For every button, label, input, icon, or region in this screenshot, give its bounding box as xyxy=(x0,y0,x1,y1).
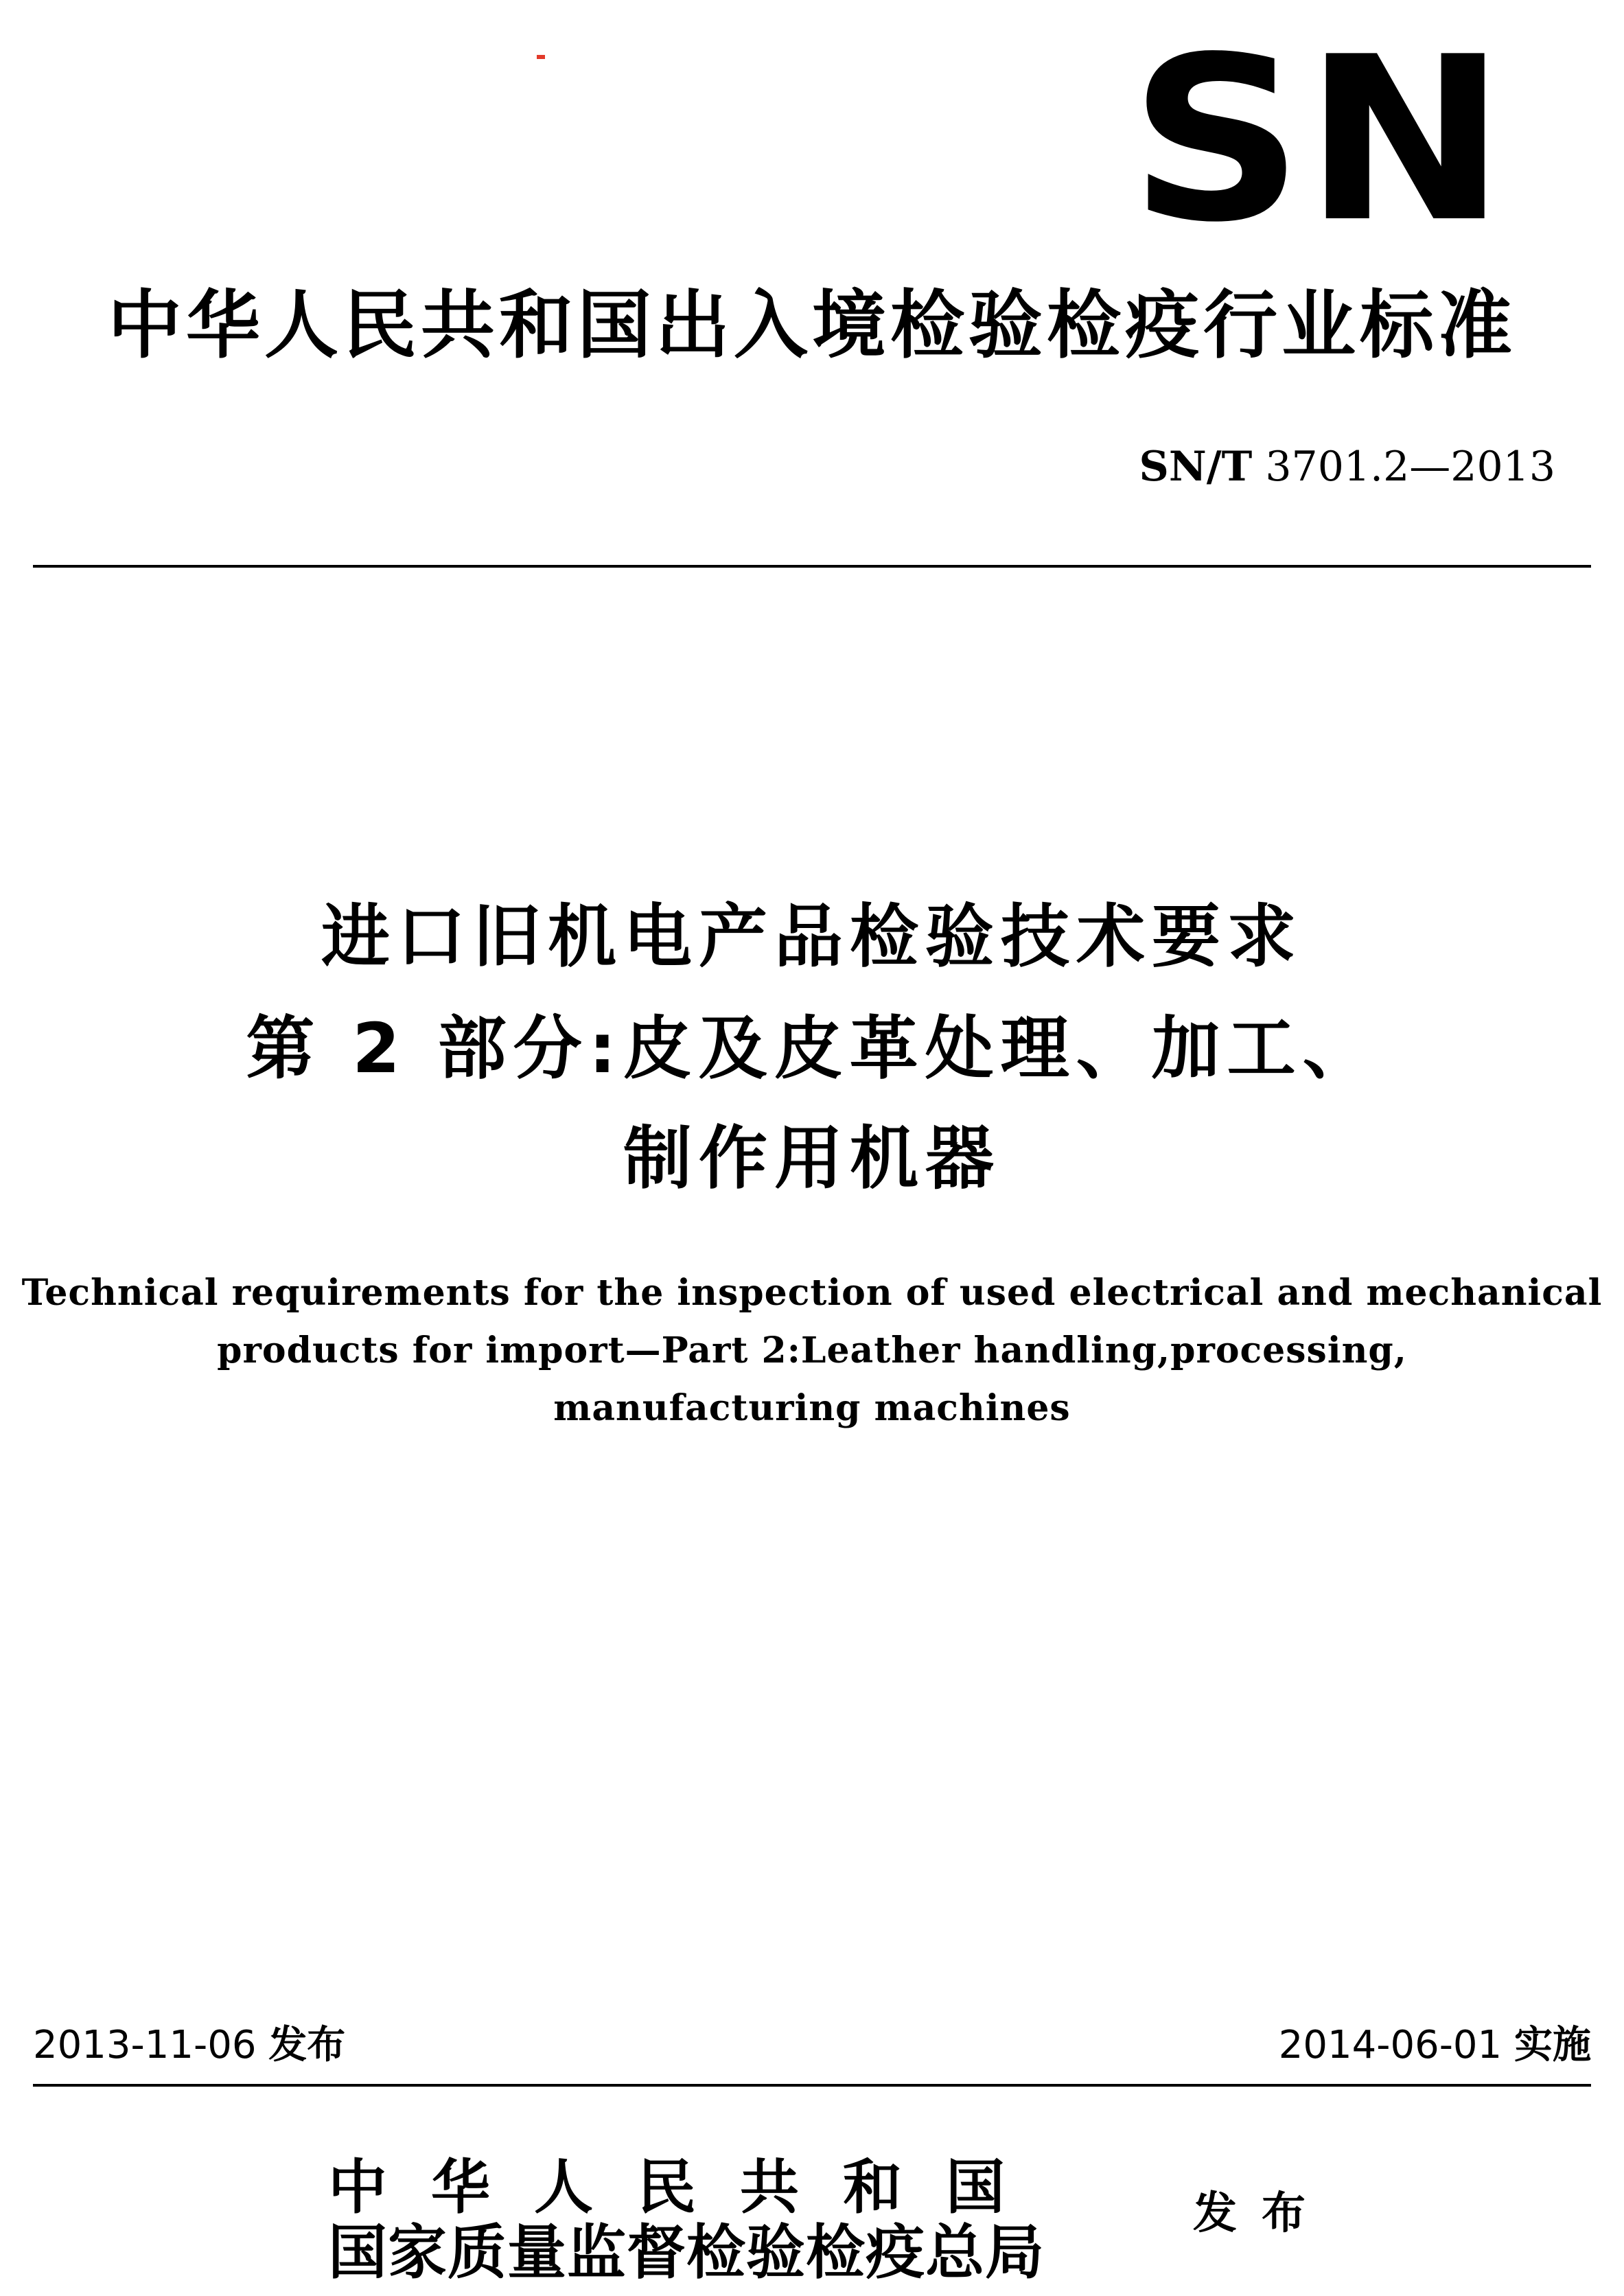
implementation-date-label: 实施 xyxy=(1514,2023,1591,2067)
title-en-line-3: manufacturing machines xyxy=(553,1387,1071,1429)
org-title: 中华人民共和国出入境检验检疫行业标准 xyxy=(107,283,1516,369)
standard-number xyxy=(1139,439,1555,494)
issue-date-value: 2013-11-06 xyxy=(33,2023,257,2067)
footer-divider xyxy=(33,2084,1591,2087)
header-divider xyxy=(33,565,1591,568)
standard-code: 3701.2—2013 xyxy=(1265,443,1555,491)
red-mark xyxy=(537,55,545,59)
issuer-issue-word: 发布 xyxy=(1193,2188,1330,2239)
implementation-date-value: 2014-06-01 xyxy=(1278,2023,1503,2067)
issuer-line-2: 国家质量监督检验检疫总局 xyxy=(328,2218,1045,2287)
standard-prefix: SN/T xyxy=(1139,443,1253,491)
title-cn-line-1: 进口旧机电产品检验技术要求 xyxy=(321,896,1303,977)
title-cn-line-3: 制作用机器 xyxy=(623,1118,1001,1198)
title-en-line-1: Technical requirements for the inspection of used electrical and mechanical xyxy=(21,1272,1603,1314)
title-en-line-2: products for import—Part 2:Leather handling,processing, xyxy=(217,1330,1407,1371)
issuer-line-1: 中华人民共和国 xyxy=(328,2153,1049,2222)
issue-date xyxy=(33,2018,345,2073)
issue-date-label: 发布 xyxy=(268,2023,346,2067)
sn-logo-text: SN xyxy=(1129,47,1507,232)
sn-logo xyxy=(1126,47,1510,232)
implementation-date xyxy=(1279,2018,1591,2073)
title-cn-line-2: 第 2 部分:皮及皮革处理、加工、 xyxy=(246,1008,1378,1089)
